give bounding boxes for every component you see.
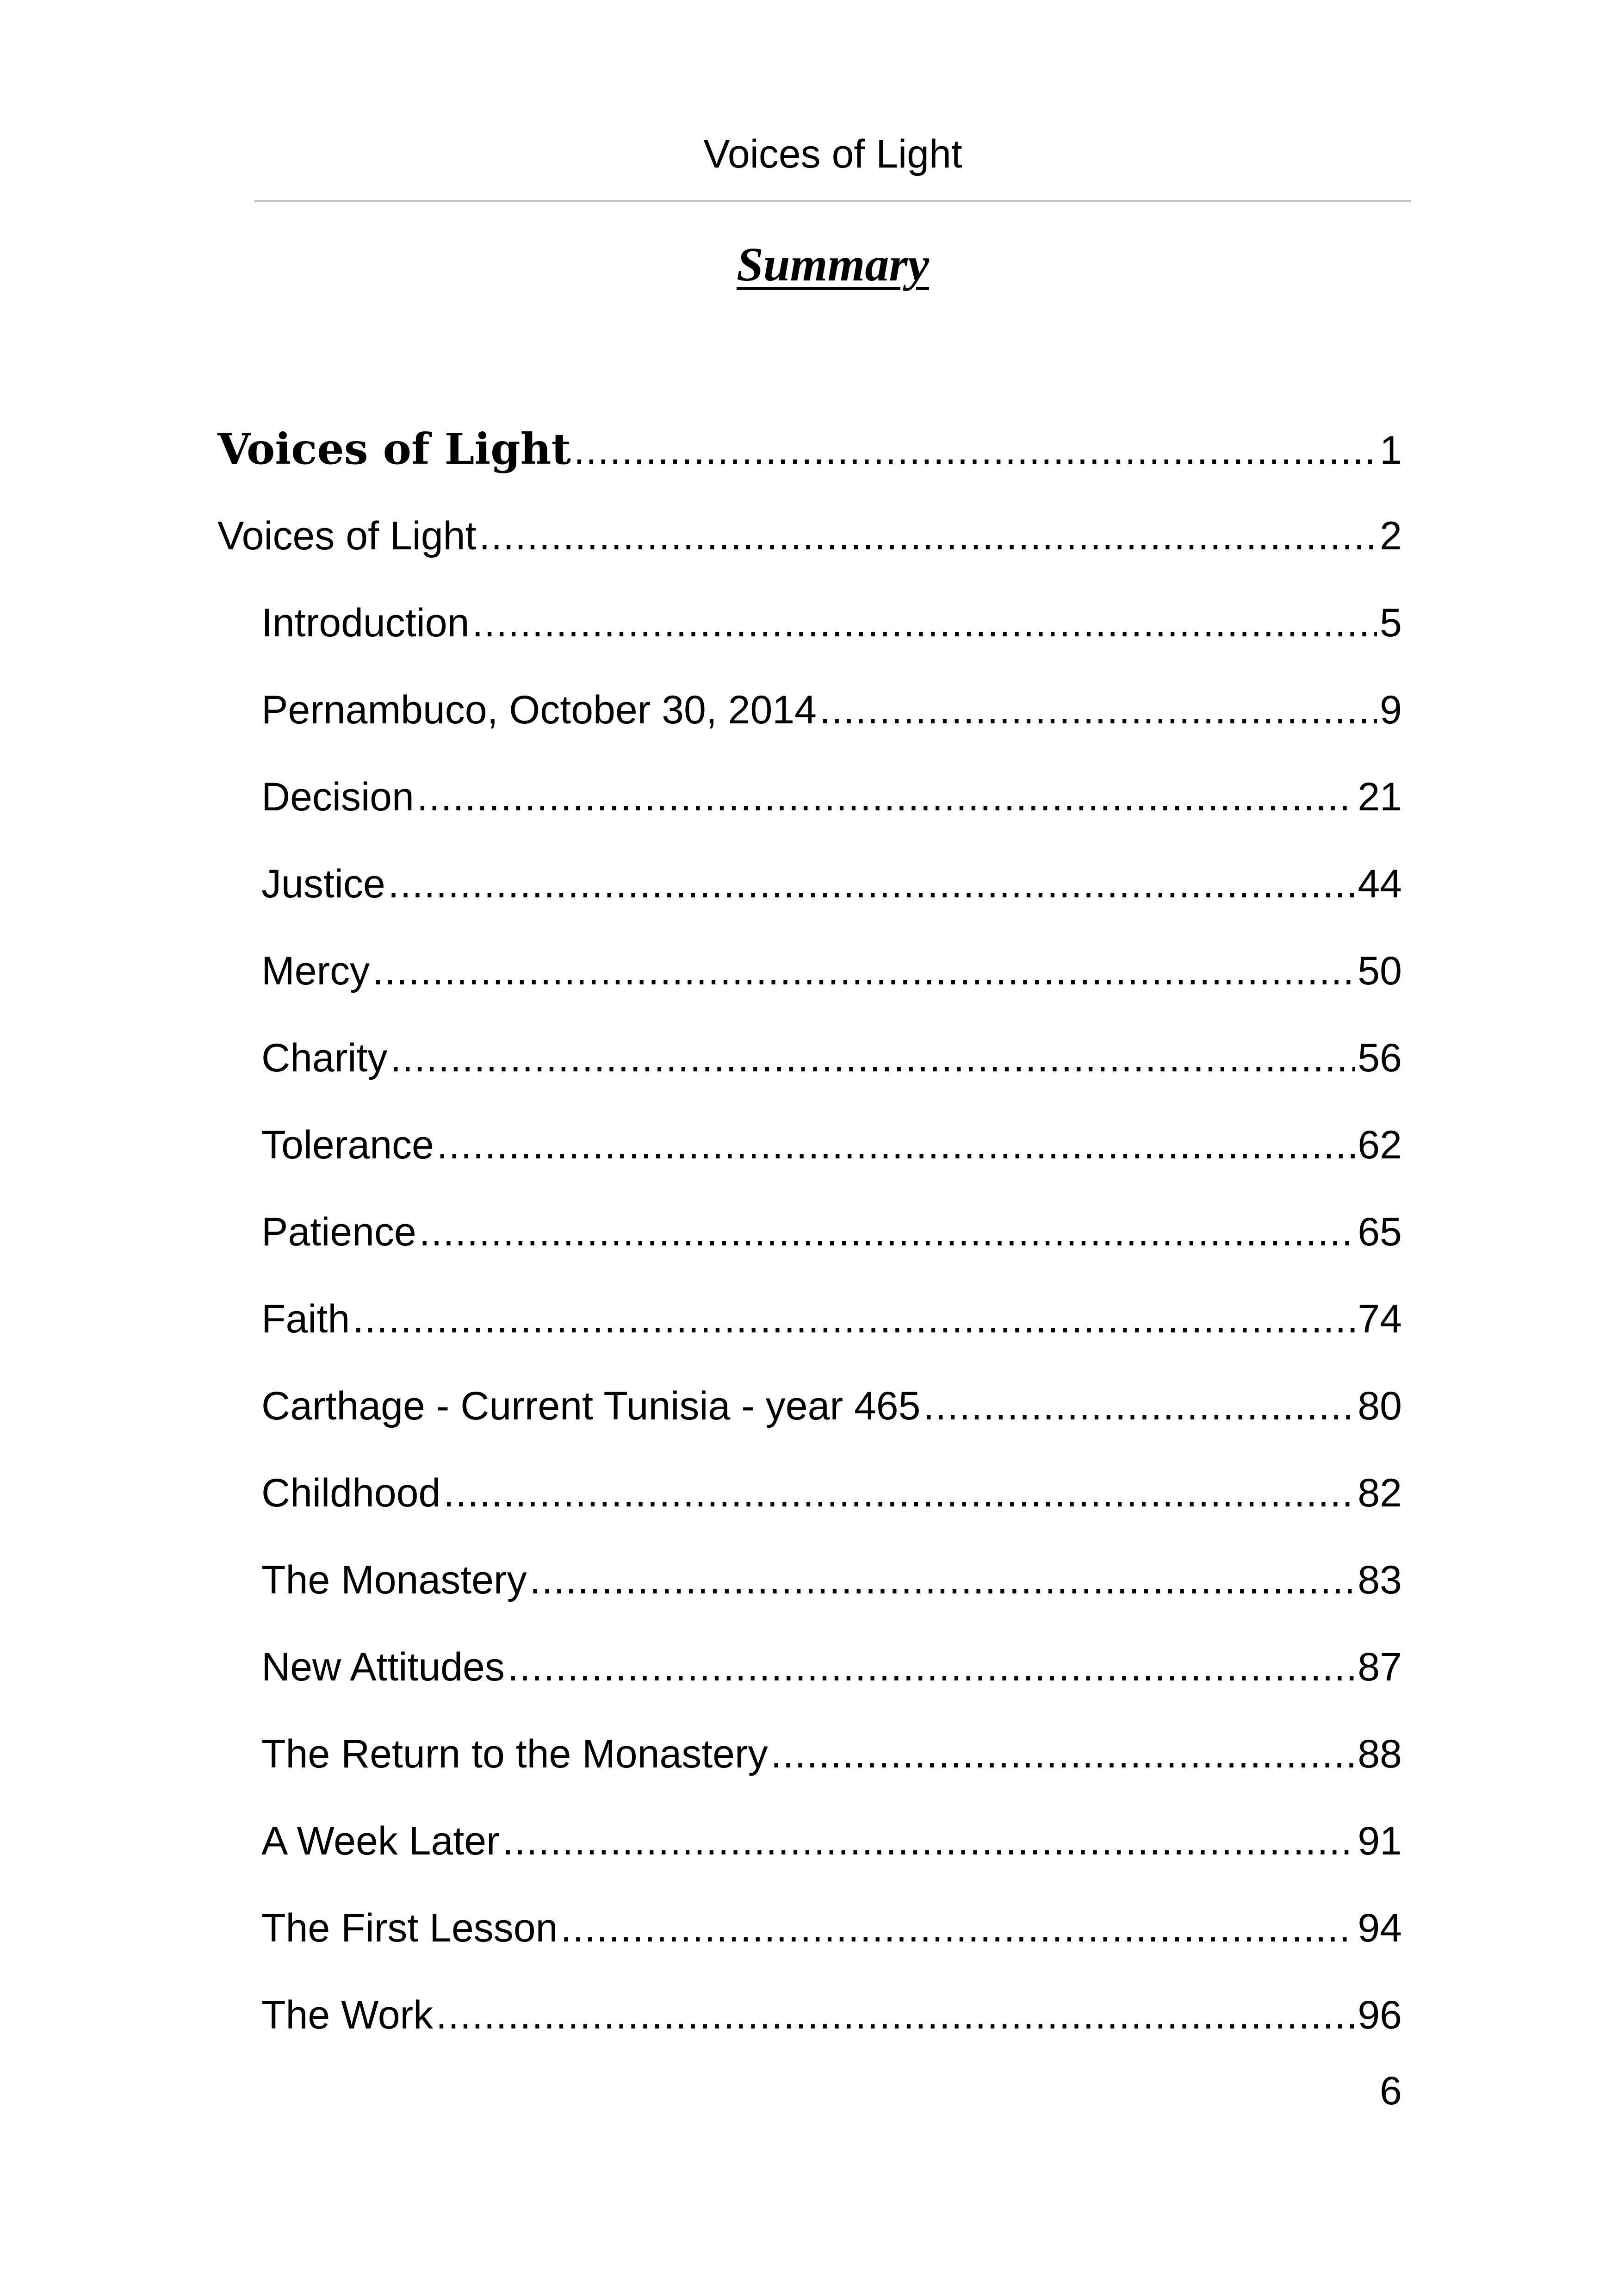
toc-entry-page: 94 — [1358, 1906, 1402, 1950]
page-number: 6 — [1380, 2069, 1402, 2113]
toc-entry-label: A Week Later — [261, 1819, 500, 1863]
toc-entry[interactable] — [261, 1644, 1402, 1690]
toc-entry[interactable] — [261, 1122, 1402, 1168]
toc-entry[interactable] — [261, 1905, 1402, 1951]
toc-dot-leader — [574, 427, 1377, 473]
toc-entry[interactable] — [261, 1470, 1402, 1516]
toc-dot-leader — [388, 861, 1355, 907]
toc-entry[interactable] — [261, 1035, 1402, 1081]
toc-entry-page: 82 — [1358, 1471, 1402, 1515]
toc-entry-label: Charity — [261, 1036, 388, 1080]
toc-entry-page: 80 — [1358, 1384, 1402, 1428]
toc-entry[interactable] — [261, 1209, 1402, 1255]
page-title: Summary — [736, 238, 930, 291]
toc-entry-page: 88 — [1358, 1732, 1402, 1776]
toc-entry-label: Introduction — [261, 601, 470, 645]
toc-entry-page: 21 — [1358, 775, 1402, 819]
toc-entry-page: 2 — [1380, 514, 1402, 558]
toc-dot-leader — [390, 1035, 1355, 1081]
toc-dot-leader — [443, 1470, 1355, 1516]
toc-entry-page: 65 — [1358, 1210, 1402, 1254]
toc-dot-leader — [472, 600, 1377, 646]
toc-dot-leader — [417, 774, 1355, 820]
toc-entry-page: 50 — [1358, 949, 1402, 993]
toc-entry[interactable] — [261, 1296, 1402, 1342]
toc-dot-leader — [436, 1992, 1355, 2038]
toc-dot-leader — [419, 1209, 1355, 1255]
toc-entry-page: 56 — [1358, 1036, 1402, 1080]
toc-dot-leader — [372, 948, 1355, 994]
toc-entry-page: 87 — [1358, 1645, 1402, 1689]
toc-entry-label: Carthage - Current Tunisia - year 465 — [261, 1384, 921, 1428]
toc-entry-label: Faith — [261, 1297, 350, 1341]
toc-entry-page: 96 — [1358, 1993, 1402, 2037]
toc-entry[interactable] — [261, 687, 1402, 733]
toc-entry[interactable] — [261, 1383, 1402, 1429]
toc-entry-page: 83 — [1358, 1558, 1402, 1602]
toc-entry-label: Patience — [261, 1210, 416, 1254]
toc-dot-leader — [560, 1905, 1355, 1951]
toc-entry-page: 44 — [1358, 862, 1402, 906]
toc-dot-leader — [437, 1122, 1355, 1168]
toc-dot-leader — [479, 513, 1377, 559]
toc-entry-label: The Work — [261, 1993, 434, 2037]
toc-entry-page: 62 — [1358, 1123, 1402, 1167]
toc-entry-label: Tolerance — [261, 1123, 434, 1167]
toc-dot-leader — [353, 1296, 1355, 1342]
toc-entry[interactable] — [261, 600, 1402, 646]
toc-entry-label: Voices of Light — [217, 424, 571, 474]
toc-dot-leader — [819, 687, 1377, 733]
toc-entry-label: Voices of Light — [217, 514, 477, 558]
toc-entry-label: Mercy — [261, 949, 370, 993]
toc-entry-label: Decision — [261, 775, 414, 819]
toc-entry[interactable] — [217, 426, 1402, 472]
toc-entry-label: Justice — [261, 862, 385, 906]
toc-entry[interactable] — [261, 1557, 1402, 1603]
toc-dot-leader — [923, 1383, 1355, 1429]
toc-entry-label: The First Lesson — [261, 1906, 558, 1950]
toc-entry[interactable] — [261, 948, 1402, 994]
toc-entry-page: 74 — [1358, 1297, 1402, 1341]
toc-dot-leader — [771, 1731, 1355, 1777]
page-header: Voices of Light — [703, 132, 962, 176]
toc-entry[interactable] — [261, 1818, 1402, 1864]
toc-entry[interactable] — [261, 861, 1402, 907]
toc-entry-page: 1 — [1380, 428, 1402, 473]
toc-entry-page: 9 — [1380, 688, 1402, 732]
toc-entry-label: New Attitudes — [261, 1645, 505, 1689]
toc-entry[interactable] — [261, 1731, 1402, 1777]
toc-dot-leader — [502, 1818, 1355, 1864]
toc-entry-page: 91 — [1358, 1819, 1402, 1863]
toc-entry-label: The Return to the Monastery — [261, 1732, 768, 1776]
toc-entry[interactable] — [261, 774, 1402, 820]
toc-entry-label: Childhood — [261, 1471, 441, 1515]
toc-entry[interactable] — [261, 1992, 1402, 2038]
toc-entry-label: Pernambuco, October 30, 2014 — [261, 688, 817, 732]
toc-dot-leader — [508, 1644, 1355, 1690]
toc-entry-label: The Monastery — [261, 1558, 527, 1602]
toc-entry-page: 5 — [1380, 601, 1402, 645]
toc-entry[interactable] — [217, 513, 1402, 559]
toc-dot-leader — [530, 1557, 1355, 1603]
